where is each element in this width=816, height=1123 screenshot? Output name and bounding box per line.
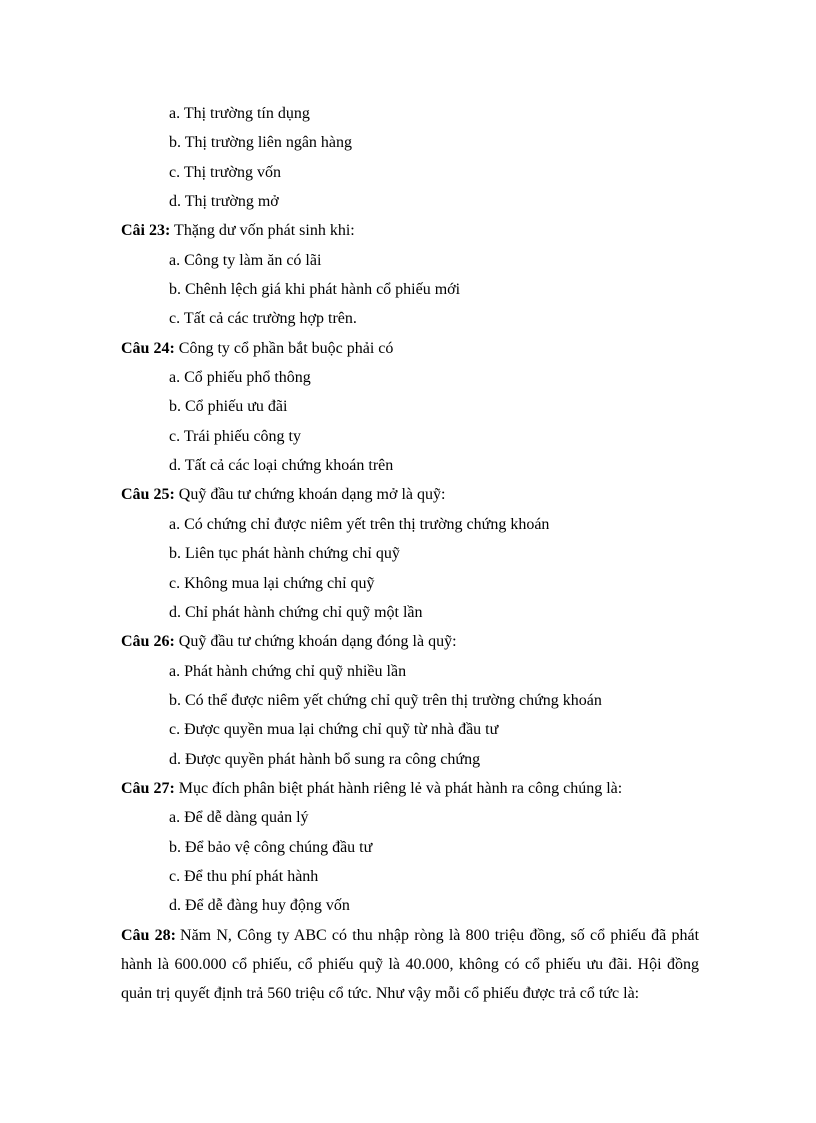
question-23 bbox=[121, 216, 699, 245]
option-23-b: b. Chênh lệch giá khi phát hành cổ phiếu mới bbox=[169, 281, 461, 299]
question-label: Câu 28: bbox=[121, 926, 177, 944]
option-prev-a: a. Thị trường tín dụng bbox=[169, 105, 310, 122]
option-26-d: d. Được quyền phát hành bổ sung ra công chứng bbox=[169, 750, 481, 768]
option-26-c: c. Được quyền mua lại chứng chỉ quỹ từ nhà đầu tư bbox=[169, 721, 499, 739]
option-26-a: a. Phát hành chứng chỉ quỹ nhiều lần bbox=[169, 662, 407, 680]
question-text: Năm N, Công ty ABC có thu nhập ròng là 800 triệu đồng, số cổ phiếu đã phát hành là 600.000 cổ phiếu, cổ phiếu quỹ là 40.000, không có cổ phiếu ưu đãi. Hội đồng quản trị quyết định trả 560 triệu cổ tức. Như vậy mỗi cổ phiếu được trả cổ tức là: bbox=[121, 926, 700, 1003]
option-prev-b: b. Thị trường liên ngân hàng bbox=[169, 134, 353, 152]
option-23-c: c. Tất cả các trường hợp trên. bbox=[169, 310, 357, 328]
question-text: Mục đích phân biệt phát hành riêng lẻ và phát hành ra công chúng là: bbox=[178, 779, 623, 797]
page-content bbox=[121, 99, 699, 1009]
option-24-b: b. Cổ phiếu ưu đãi bbox=[169, 398, 288, 416]
question-label: Câu 24: bbox=[121, 339, 175, 357]
question-24 bbox=[121, 334, 699, 363]
question-label: Câi 23: bbox=[121, 222, 171, 240]
option-prev-d: d. Thị trường mở bbox=[169, 193, 279, 211]
question-26 bbox=[121, 627, 699, 656]
question-text: Thặng dư vốn phát sinh khi: bbox=[174, 222, 355, 240]
option-25-b: b. Liên tục phát hành chứng chỉ quỹ bbox=[169, 545, 400, 563]
question-label: Câu 25: bbox=[121, 486, 175, 504]
option-27-c: c. Để thu phí phát hành bbox=[169, 867, 319, 885]
option-24-c: c. Trái phiếu công ty bbox=[169, 427, 301, 445]
option-24-a: a. Cổ phiếu phổ thông bbox=[169, 369, 311, 387]
option-27-a: a. Để dễ dàng quản lý bbox=[169, 809, 309, 827]
question-label: Câu 27: bbox=[121, 779, 175, 797]
question-27 bbox=[121, 774, 699, 803]
option-26-b: b. Có thể được niêm yết chứng chỉ quỹ trên thị trường chứng khoán bbox=[169, 691, 602, 709]
option-25-c: c. Không mua lại chứng chỉ quỹ bbox=[169, 574, 375, 592]
option-23-a: a. Công ty làm ăn có lãi bbox=[169, 251, 322, 269]
question-label: Câu 26: bbox=[121, 633, 175, 651]
option-25-a: a. Có chứng chỉ được niêm yết trên thị trường chứng khoán bbox=[169, 515, 550, 533]
option-24-d: d. Tất cả các loại chứng khoán trên bbox=[169, 457, 394, 475]
option-27-d: d. Để dễ đàng huy động vốn bbox=[169, 897, 350, 915]
question-25 bbox=[121, 480, 699, 509]
option-27-b: b. Để bảo vệ công chúng đầu tư bbox=[169, 838, 373, 856]
option-prev-c: c. Thị trường vốn bbox=[169, 163, 281, 181]
question-text: Quỹ đầu tư chứng khoán dạng mở là quỹ: bbox=[178, 486, 446, 504]
question-text: Công ty cổ phần bắt buộc phải có bbox=[178, 339, 394, 357]
question-28 bbox=[121, 921, 699, 1009]
option-25-d: d. Chỉ phát hành chứng chỉ quỹ một lần bbox=[169, 603, 423, 621]
question-text: Quỹ đầu tư chứng khoán dạng đóng là quỹ: bbox=[178, 633, 457, 651]
